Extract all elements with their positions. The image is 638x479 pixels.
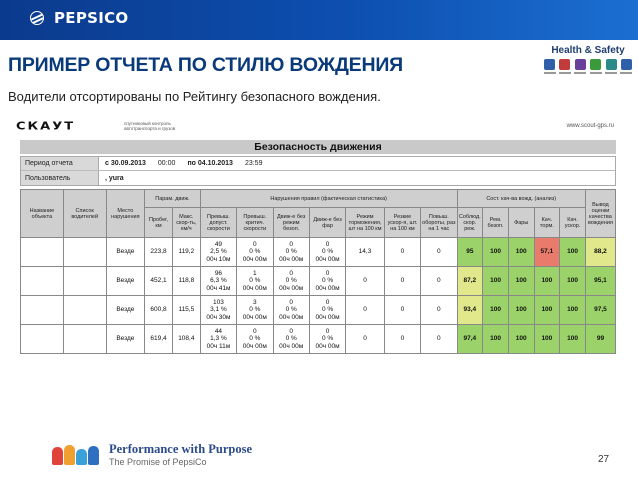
- cell-place: Везде: [106, 325, 145, 354]
- cell-nolights-line: 00ч 00м: [315, 342, 340, 350]
- cell-revs: 0: [421, 267, 457, 296]
- col-rating: Вывод оценки качества вождения: [585, 190, 615, 238]
- cell-nolights-line: 0 %: [321, 335, 334, 343]
- cell-overspeed-line: 00ч 11м: [206, 342, 231, 350]
- cell-mileage: 600,8: [145, 296, 173, 325]
- col-score-lights: Фары: [508, 208, 534, 238]
- cell-braking: 0: [346, 325, 385, 354]
- pwp-sub: The Promise of PepsiCo: [109, 457, 207, 467]
- pepsico-globe-icon: [30, 11, 44, 25]
- cell-mileage: 619,4: [145, 325, 173, 354]
- cell-nosafe-line: 00ч 00м: [279, 342, 304, 350]
- cell-overspeed-line: 49: [214, 240, 223, 248]
- cell-nolights-line: 0: [325, 269, 330, 277]
- lightbulb-icon: [621, 59, 632, 70]
- table-row: [21, 296, 616, 325]
- cell-braking: 0: [346, 296, 385, 325]
- cell-score-1: 93,4: [457, 296, 483, 325]
- cell-score-1: 95: [457, 238, 483, 267]
- pwp-figures-icon: [52, 445, 99, 465]
- cell-score-4: 100: [534, 296, 560, 325]
- group-score: Сост. кач-ва вожд. (анализ): [457, 190, 585, 208]
- performance-with-purpose-logo: [52, 442, 252, 467]
- cell-nolights: [309, 325, 345, 354]
- recycle-icon: [606, 59, 617, 70]
- col-maxspeed: Макс. скор-ть, км/ч: [172, 208, 200, 238]
- col-critspeed: Превыш. критич. скорости: [237, 208, 273, 238]
- cell-score-2: 100: [483, 238, 509, 267]
- col-score-belt: Рем. безоп.: [483, 208, 509, 238]
- report-table: [20, 189, 616, 354]
- col-overspeed: Превыш. допуст. скорости: [200, 208, 236, 238]
- cell-critspeed-line: 0: [253, 327, 257, 335]
- cell-revs: 0: [421, 238, 457, 267]
- cell-braking: 14,3: [346, 238, 385, 267]
- cell-score-4: 100: [534, 325, 560, 354]
- col-object: Название объекта: [21, 190, 64, 238]
- col-braking: Режим торможения, шт на 100 км: [346, 208, 385, 238]
- cell-revs: 0: [421, 296, 457, 325]
- col-accel: Резкие ускор-я, шт. на 100 км: [384, 208, 420, 238]
- table-row: [21, 325, 616, 354]
- cell-score-3: 100: [508, 325, 534, 354]
- cell-nolights-line: 0 %: [321, 306, 334, 314]
- cell-nosafe: [273, 325, 309, 354]
- cell-overspeed-line: 6,3 %: [210, 277, 227, 285]
- group-violations: Нарушения правил (фактическая статистика): [200, 190, 457, 208]
- cell-object: [21, 267, 64, 296]
- pwp-tagline: Performance with Purpose: [109, 442, 253, 456]
- cell-critspeed-line: 1: [253, 269, 257, 277]
- report-site: www.scout-gps.ru: [566, 123, 614, 129]
- cell-nosafe-line: 0 %: [285, 306, 297, 314]
- cell-nolights-line: 0 %: [321, 277, 334, 285]
- driving-style-report: [12, 113, 624, 375]
- cell-critspeed-line: 0 %: [249, 277, 261, 285]
- cell-overspeed: [200, 296, 236, 325]
- top-banner: [0, 0, 638, 40]
- cell-overspeed-line: 96: [214, 269, 223, 277]
- slide-title: ПРИМЕР ОТЧЕТА ПО СТИЛЮ ВОЖДЕНИЯ: [8, 54, 403, 76]
- cell-braking: 0: [346, 267, 385, 296]
- cell-critspeed: [237, 238, 273, 267]
- cell-revs: 0: [421, 325, 457, 354]
- col-drivers: Список водителей: [63, 190, 106, 238]
- cell-rating: 95,1: [585, 267, 615, 296]
- user-row: [21, 171, 615, 185]
- cell-score-3: 100: [508, 296, 534, 325]
- cell-nolights-line: 00ч 00м: [315, 313, 340, 321]
- report-header: [16, 117, 620, 139]
- col-score-speed: Соблюд. скор. реж.: [457, 208, 483, 238]
- cell-mileage: 452,1: [145, 267, 173, 296]
- cell-score-2: 100: [483, 325, 509, 354]
- cell-nosafe: [273, 267, 309, 296]
- cell-place: Везде: [106, 267, 145, 296]
- skaut-logo: СКАУТ: [16, 120, 76, 133]
- cell-nosafe-line: 00ч 00м: [279, 255, 304, 263]
- cell-score-3: 100: [508, 238, 534, 267]
- col-score-brake: Кач. торм.: [534, 208, 560, 238]
- cell-critspeed-line: 00ч 00м: [242, 313, 267, 321]
- cell-accel: 0: [384, 267, 420, 296]
- period-row: [21, 157, 615, 171]
- cell-overspeed-line: 103: [213, 298, 224, 306]
- health-safety-badge: [544, 45, 632, 74]
- cell-nosafe-line: 0: [289, 327, 293, 335]
- cell-nosafe-line: 0 %: [285, 248, 297, 256]
- user-label: Пользователь: [21, 171, 99, 185]
- cell-overspeed-line: 00ч 10м: [206, 255, 231, 263]
- cell-score-1: 87,2: [457, 267, 483, 296]
- col-nolights: Движ-е без фар: [309, 208, 345, 238]
- cell-nolights: [309, 267, 345, 296]
- cell-critspeed-line: 0 %: [249, 335, 261, 343]
- logo-text: PEPSICO: [54, 9, 129, 27]
- cell-critspeed-line: 3: [253, 298, 257, 306]
- cell-score-5: 100: [560, 267, 586, 296]
- cell-nosafe-line: 00ч 00м: [279, 284, 304, 292]
- cell-driver: [63, 325, 106, 354]
- cell-critspeed: [237, 325, 273, 354]
- cell-critspeed-line: 0 %: [249, 248, 261, 256]
- cell-nosafe-line: 0 %: [285, 335, 297, 343]
- cell-score-4: 57,1: [534, 238, 560, 267]
- cell-nosafe: [273, 296, 309, 325]
- cell-mileage: 223,8: [145, 238, 173, 267]
- cell-object: [21, 325, 64, 354]
- cell-score-2: 100: [483, 296, 509, 325]
- cell-nolights-line: 0: [325, 240, 330, 248]
- cell-overspeed-line: 00ч 41м: [206, 284, 231, 292]
- col-mileage: Пробег, км: [145, 208, 173, 238]
- cell-overspeed-line: 3,1 %: [210, 306, 227, 314]
- period-value: [99, 160, 262, 167]
- cell-nolights-line: 0 %: [321, 248, 334, 256]
- group-route: Парам. движ.: [145, 190, 201, 208]
- cell-critspeed-line: 00ч 00м: [242, 342, 267, 350]
- cell-maxspeed: 119,2: [172, 238, 200, 267]
- table-row: [21, 238, 616, 267]
- cell-critspeed: [237, 296, 273, 325]
- pepsico-logo: [30, 9, 128, 27]
- cell-score-4: 100: [534, 267, 560, 296]
- cell-score-2: 100: [483, 267, 509, 296]
- health-safety-title: Health & Safety: [551, 45, 625, 56]
- cell-driver: [63, 238, 106, 267]
- col-revs: Повыш. обороты, раз на 1 час: [421, 208, 457, 238]
- cell-rating: 97,5: [585, 296, 615, 325]
- cell-critspeed: [237, 267, 273, 296]
- cell-rating: 99: [585, 325, 615, 354]
- cell-overspeed-line: 00ч 30м: [206, 313, 231, 321]
- people-icon: [544, 59, 555, 70]
- cell-nosafe-line: 0: [289, 240, 293, 248]
- col-place: Место нарушения: [106, 190, 145, 238]
- page-number: 27: [598, 454, 610, 465]
- period-block: [20, 156, 616, 186]
- cell-overspeed-line: 1,3 %: [210, 335, 227, 343]
- cell-nosafe-line: 0 %: [285, 277, 297, 285]
- shield-icon: [575, 59, 586, 70]
- report-band-title: Безопасность движения: [20, 140, 616, 154]
- cell-maxspeed: 118,8: [172, 267, 200, 296]
- cell-critspeed-line: 0 %: [249, 306, 261, 314]
- leaf-icon: [590, 59, 601, 70]
- col-nosafe: Движ-е без режим безоп.: [273, 208, 309, 238]
- cell-nosafe-line: 0: [289, 269, 293, 277]
- cell-score-5: 100: [560, 325, 586, 354]
- cell-maxspeed: 115,5: [172, 296, 200, 325]
- skaut-tagline: спутниковый контроль автотранспорта и грузов: [124, 121, 176, 131]
- period-from-time: 00:00: [157, 160, 176, 167]
- cell-nolights-line: 00ч 00м: [315, 284, 340, 292]
- cell-nolights: [309, 296, 345, 325]
- cell-nolights: [309, 238, 345, 267]
- cell-accel: 0: [384, 296, 420, 325]
- cell-rating: 88,2: [585, 238, 615, 267]
- user-value: , yura: [105, 174, 124, 182]
- cell-overspeed-line: 44: [214, 327, 223, 335]
- cell-nolights-line: 00ч 00м: [315, 255, 340, 263]
- cell-critspeed-line: 0: [253, 240, 257, 248]
- cell-maxspeed: 108,4: [172, 325, 200, 354]
- cell-place: Везде: [106, 296, 145, 325]
- cell-overspeed-line: 2,5 %: [210, 248, 227, 256]
- cell-object: [21, 238, 64, 267]
- cell-overspeed: [200, 238, 236, 267]
- cell-driver: [63, 267, 106, 296]
- cell-accel: 0: [384, 238, 420, 267]
- cell-overspeed: [200, 267, 236, 296]
- period-to-time: 23:59: [244, 160, 263, 167]
- cell-critspeed-line: 00ч 00м: [242, 284, 267, 292]
- cell-nosafe-line: 00ч 00м: [279, 313, 304, 321]
- heart-icon: [559, 59, 570, 70]
- slide-subtitle: Водители отсортированы по Рейтингу безопасного вождения.: [8, 89, 381, 104]
- cell-nolights-line: 0: [325, 327, 330, 335]
- cell-score-5: 100: [560, 296, 586, 325]
- cell-nolights-line: 0: [325, 298, 330, 306]
- period-to: по 04.10.2013: [187, 160, 233, 167]
- cell-score-5: 100: [560, 238, 586, 267]
- cell-driver: [63, 296, 106, 325]
- period-from: с 30.09.2013: [105, 160, 146, 167]
- table-row: [21, 267, 616, 296]
- cell-nosafe-line: 0: [289, 298, 293, 306]
- cell-place: Везде: [106, 238, 145, 267]
- cell-overspeed: [200, 325, 236, 354]
- cell-score-1: 97,4: [457, 325, 483, 354]
- cell-accel: 0: [384, 325, 420, 354]
- cell-critspeed-line: 00ч 00м: [242, 255, 267, 263]
- cell-object: [21, 296, 64, 325]
- period-label: Период отчета: [21, 157, 99, 170]
- col-score-accel: Кач. ускор.: [560, 208, 586, 238]
- cell-nosafe: [273, 238, 309, 267]
- cell-score-3: 100: [508, 267, 534, 296]
